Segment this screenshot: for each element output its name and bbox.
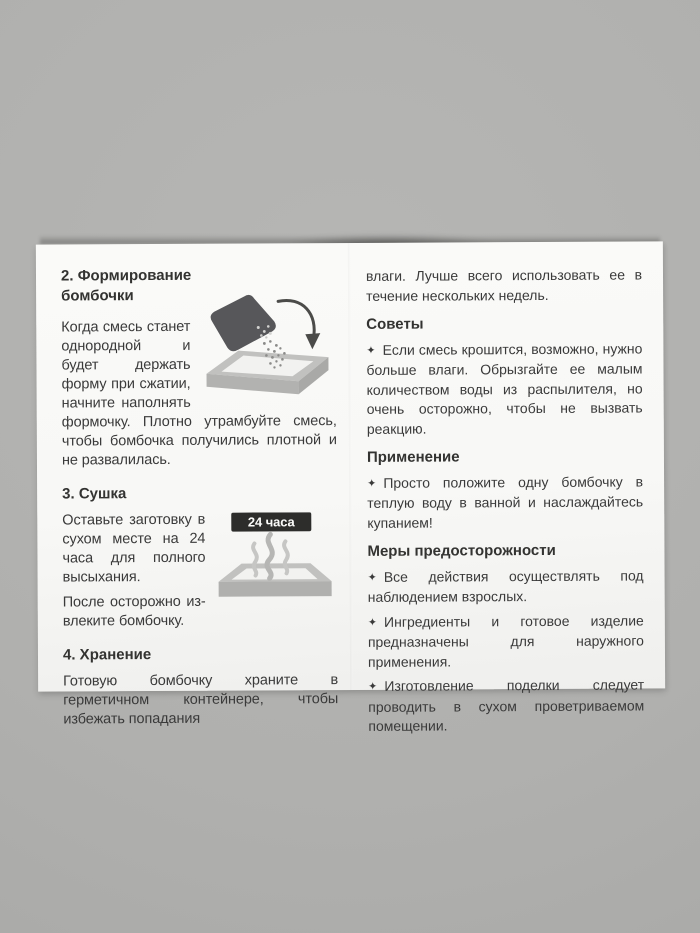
- pouring-illustration: [198, 291, 337, 412]
- section-3-text-2: После осторожно извлеките бомбочку.: [62, 593, 206, 630]
- tips-heading: Советы: [366, 315, 424, 333]
- section-3-paragraph-1: [62, 510, 337, 587]
- pouring-illustration-svg: [198, 291, 337, 400]
- section-2-text: Когда смесь станет однородной и будет держать форму при сжатии, начните наполнять формочку. Плотно утрамбуйте смесь, чтобы бомбочка получились плотной и не развалилась.: [61, 318, 337, 469]
- star-bullet-icon: ✦: [367, 570, 377, 584]
- continuation-paragraph: влаги. Лучше всего использовать ее в течение нескольких недель.: [365, 266, 643, 304]
- section-4-heading: 4. Хранение: [62, 646, 152, 664]
- star-bullet-icon: ✦: [368, 679, 378, 693]
- precaution-text: Изготовление поделки следует проводить в сухом проветриваемом помещении.: [368, 676, 645, 734]
- scoop-icon: [211, 295, 276, 352]
- precautions-heading: Меры предосторожности: [367, 541, 556, 560]
- section-2-paragraph: [61, 317, 337, 470]
- drying-illustration: [213, 512, 338, 609]
- star-bullet-icon: ✦: [366, 343, 376, 357]
- right-column: [366, 265, 644, 741]
- curved-arrow-icon: [278, 300, 320, 349]
- usage-text: Просто положите одну бомбочку в теплую воду в ванной и наслаждайтесь купанием!: [367, 472, 644, 531]
- usage-heading: Применение: [366, 448, 460, 466]
- 24-hours-badge: [231, 512, 311, 531]
- center-crease: [348, 243, 353, 690]
- section-3-text-1: Оставьте заготовку в сухом месте на 24 часа для полного высыхания.: [62, 511, 206, 586]
- instruction-leaflet: [36, 241, 665, 734]
- precaution-item: [368, 566, 644, 607]
- tip-text: Если смесь крошится, возможно, нужно больше влаги. Обрызгайте ее малым количеством воды из распылителя, но очень осторожно, чтобы не вызвать реакцию.: [366, 339, 643, 437]
- mold-tray-icon: [206, 350, 328, 395]
- mold-tray-icon: [219, 563, 332, 597]
- section-2-heading: 2. Формирование бомбочки: [60, 266, 192, 305]
- precaution-item: [368, 675, 644, 736]
- star-bullet-icon: ✦: [367, 615, 378, 629]
- section-4-text: Готовую бомбочку храните в герметичном контейнере, чтобы избежать попадания: [63, 672, 339, 728]
- precaution-text: Ингредиенты и готовое изделие предназначены для наружного применения.: [367, 611, 644, 670]
- precaution-text: Все действия осуществлять под наблюдением взрослых.: [367, 566, 644, 605]
- badge-label: 24 часа: [247, 514, 295, 530]
- section-4-paragraph: [63, 671, 338, 729]
- section-3-heading: 3. Сушка: [62, 485, 127, 503]
- tip-item: [366, 339, 643, 439]
- precaution-item: [368, 611, 644, 672]
- star-bullet-icon: ✦: [367, 476, 377, 490]
- usage-item: [367, 472, 643, 533]
- drying-illustration-svg: [213, 512, 338, 609]
- left-column: [61, 265, 338, 735]
